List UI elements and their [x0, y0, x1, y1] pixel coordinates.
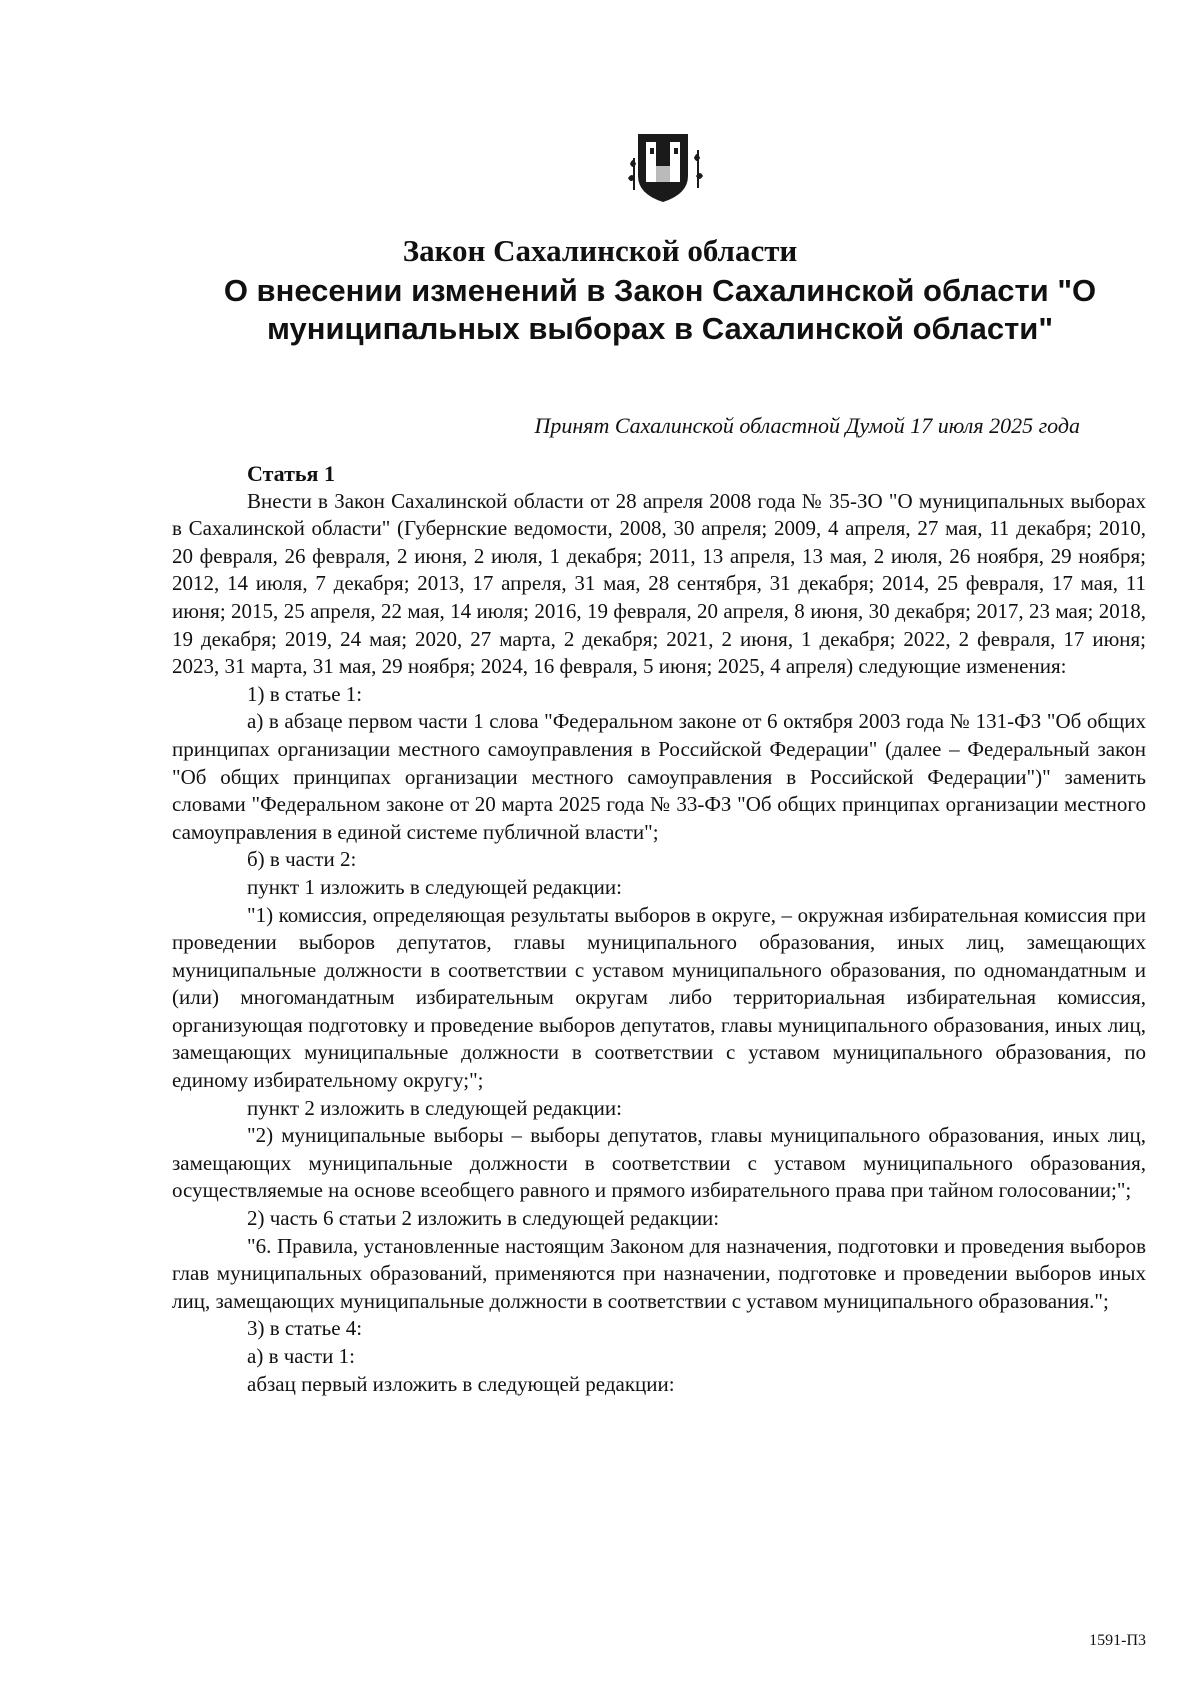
article-body — [172, 460, 1146, 1398]
article-paragraph: пункт 1 изложить в следующей редакции: — [247, 874, 622, 899]
article-paragraph: абзац первый изложить в следующей редакции: — [247, 1371, 675, 1396]
article-paragraph: а) в части 1: — [247, 1344, 355, 1368]
document-code: 1591-П3 — [1089, 1632, 1146, 1649]
law-type-heading: Закон Сахалинской области — [402, 233, 798, 268]
article-paragraph: а) в абзаце первом части 1 слова "Федеральном законе от 6 октября 2003 года № 131-ФЗ "Об общих принципах организации местного самоуправления в Российской Федерации" (далее – Федеральный закон "Об общих принципах организации местного самоуправления в Российской Федерации")" заменить словами "Федеральном законе от 20 марта 2025 года № 33-ФЗ "Об общих принципах организации местного самоуправления в единой системе публичной власти"; — [172, 709, 1146, 844]
adoption-line: Принят Сахалинской областной Думой 17 июля 2025 года — [534, 413, 1080, 438]
law-title: О внесении изменений в Закон Сахалинской области "О муниципальных выборах в Сахалинской области" — [223, 273, 1097, 346]
article-paragraph: "6. Правила, установленные настоящим Законом для назначения, подготовки и проведения выборов глав муниципальных образований, применяются при назначении, подготовке и проведении выборов иных лиц, замещающих муниципальные должности в соответствии с уставом муниципального образования."; — [172, 1233, 1146, 1313]
article-paragraph: пункт 2 изложить в следующей редакции: — [247, 1095, 622, 1120]
article-paragraph: 3) в статье 4: — [247, 1316, 363, 1341]
article-paragraph: "1) комиссия, определяющая результаты выборов в округе, – окружная избирательная комиссия при проведении выборов депутатов, главы муниципального образования, иных лиц, замещающих муниципальные должности в соответствии с уставом муниципального образования, по одномандатным и (или) многомандатным избирательным округам либо территориальная избирательная комиссия, организующая подготовку и проведение выборов депутатов, главы муниципального образования, иных лиц, замещающих муниципальные должности в соответствии с уставом муниципального образования, по единому избирательному округу;"; — [172, 902, 1146, 1093]
article-paragraph: Внести в Закон Сахалинской области от 28 апреля 2008 года № 35-ЗО "О муниципальных выборах в Сахалинской области" (Губернские ведомости, 2008, 30 апреля; 2009, 4 апреля, 27 мая, 11 декабря; 2010, 20 февраля, 26 февраля, 2 июня, 2 июля, 1 декабря; 2011, 13 апреля, 13 мая, 2 июля, 26 ноября, 29 ноября; 2012, 14 июля, 7 декабря; 2013, 17 апреля, 31 мая, 28 сентября, 31 декабря; 2014, 25 февраля, 17 мая, 11 июня; 2015, 25 апреля, 22 мая, 14 июля; 2016, 19 февраля, 20 апреля, 8 июня, 30 декабря; 2017, 23 мая; 2018, 19 декабря; 2019, 24 мая; 2020, 27 марта, 2 декабря; 2021, 2 июня, 1 декабря; 2022, 2 февраля, 17 июня; 2023, 31 марта, 31 мая, 29 ноября; 2024, 16 февраля, 5 июня; 2025, 4 апреля) следующие изменения: — [172, 488, 1146, 679]
article-paragraph: 2) часть 6 статьи 2 изложить в следующей редакции: — [247, 1206, 720, 1231]
article-heading: Статья 1 — [247, 461, 335, 486]
article-paragraph: "2) муниципальные выборы – выборы депутатов, главы муниципального образования, иных лиц, замещающих муниципальные должности в соответствии с уставом муниципального образования, осуществляемые на основе всеобщего равного и прямого избирательного права при тайном голосовании;"; — [172, 1123, 1146, 1203]
article-paragraph: б) в части 2: — [247, 847, 357, 872]
article-paragraph: 1) в статье 1: — [247, 681, 363, 706]
coat-of-arms-icon — [626, 120, 706, 205]
